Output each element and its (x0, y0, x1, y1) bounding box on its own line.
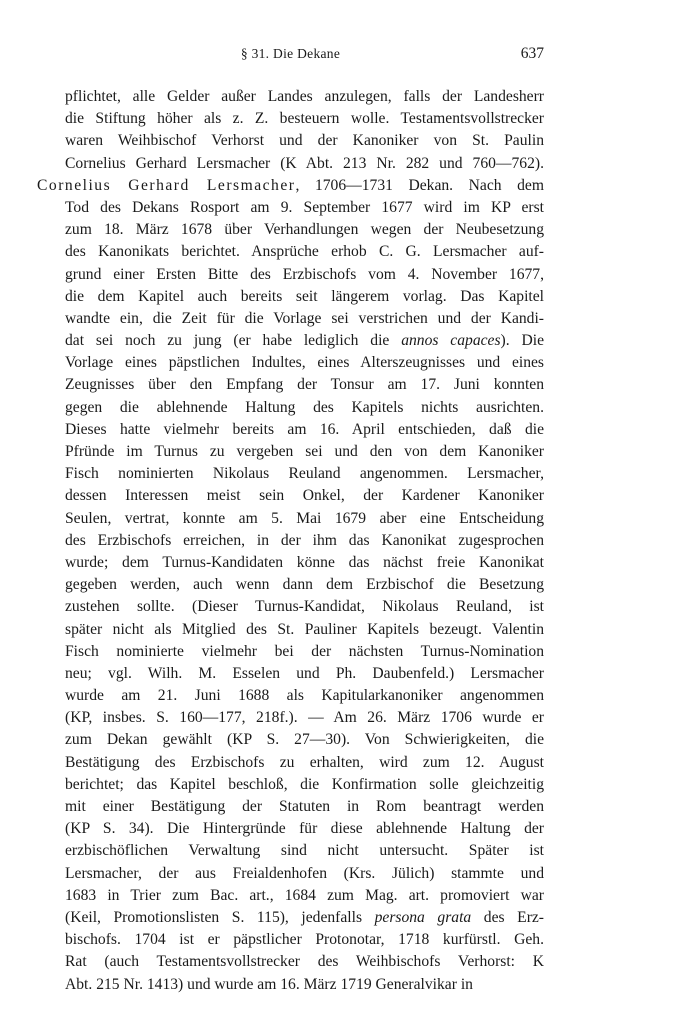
italic-phrase: persona grata (374, 908, 472, 926)
text-line: die dem Kapitel auch bereits seit längerem vorlag. Das Kapitel (65, 287, 544, 305)
text-segment: des Erz- (471, 908, 544, 926)
text-line: erzbischöflichen Verwaltung sind nicht untersucht. Später ist (65, 842, 544, 860)
text-segment: (Keil, Promotionslisten S. 115), jedenfalls (65, 908, 375, 926)
text-line: zum 18. März 1678 über Verhandlungen wegen der Neubesetzung (65, 221, 544, 239)
text-line: des Kanonikats berichtet. Ansprüche erhob C. G. Lersmacher auf- (65, 243, 544, 261)
text-line: Cornelius Gerhard Lersmacher (K Abt. 213 Nr. 282 und 760—762). (65, 154, 544, 172)
text-line: Dieses hatte vielmehr bereits am 16. April entschieden, daß die (65, 420, 544, 438)
text-line: des Erzbischofs erreichen, in der ihm das Kanonikat zugesprochen (65, 531, 544, 549)
text-line: zum Dekan gewählt (KP S. 27—30). Von Schwierigkeiten, die (65, 731, 544, 749)
text-line: Tod des Dekans Rosport am 9. September 1677 wird im KP erst (65, 198, 544, 216)
text-line: Vorlage eines päpstlichen Indultes, eines Alterszeugnisses und eines (65, 354, 544, 372)
text-line: Pfründe im Turnus zu vergeben sei und den von dem Kanoniker (65, 443, 544, 460)
entry-name: Cornelius Gerhard Lersmacher (37, 176, 296, 194)
page-number: 637 (520, 45, 544, 62)
page-header (37, 46, 544, 66)
text-line: mit einer Bestätigung der Statuten in Rom beantragt werden (65, 798, 544, 815)
text-line: neu; vgl. Wilh. M. Esselen und Ph. Daubenfeld.) Lersmacher (65, 664, 544, 682)
text-line: Fisch nominierte vielmehr bei der nächsten Turnus-Nomination (65, 642, 544, 660)
text-line: Fisch nominierten Nikolaus Reuland angenommen. Lersmacher, (65, 465, 544, 483)
text-line: (KP S. 34). Die Hintergründe für diese ablehnende Haltung der (65, 820, 544, 838)
text-line: waren Weihbischof Verhorst und der Kanoniker von St. Paulin (65, 132, 544, 150)
entry-start-line (37, 175, 544, 197)
text-segment: ). Die (500, 332, 544, 350)
text-line: Bestätigung des Erzbischofs zu erhalten, wird zum 12. August (65, 753, 544, 771)
text-segment: dat sei noch zu jung (er habe lediglich die (65, 332, 402, 350)
text-line: Zeugnisses über den Empfang der Tonsur am 17. Juni konnten (65, 376, 544, 394)
text-line: (KP, insbes. S. 160—177, 218f.). — Am 26. März 1706 wurde er (65, 709, 544, 727)
entry-text: , 1706—1731 Dekan. Nach dem (295, 176, 544, 194)
text-line: gegeben werden, auch wenn dann dem Erzbischof die Besetzung (65, 576, 544, 594)
text-line: pflichtet, alle Gelder außer Landes anzulegen, falls der Landesherr (65, 88, 544, 105)
text-line: berichtet; das Kapitel beschloß, die Konfirmation solle gleichzeitig (65, 775, 544, 793)
text-line: Lersmacher, der aus Freialdenhofen (Krs. Jülich) stammte und (65, 864, 544, 882)
text-line: bischofs. 1704 ist er päpstlicher Protonotar, 1718 kurfürstl. Geh. (65, 931, 544, 949)
text-line: wurde; dem Turnus-Kandidaten könne das nächst freie Kanonikat (65, 553, 544, 571)
text-line: 1683 in Trier zum Bac. art., 1684 zum Mag. art. promoviert war (65, 886, 544, 904)
text-line: wandte ein, die Zeit für die Vorlage sei verstrichen und der Kandi- (65, 309, 544, 327)
text-line: zustehen sollte. (Dieser Turnus-Kandidat, Nikolaus Reuland, ist (65, 598, 544, 616)
text-line: gegen die ablehnende Haltung des Kapitels nichts ausrichten. (65, 398, 544, 416)
text-line: dessen Interessen meist sein Onkel, der Kardener Kanoniker (65, 487, 544, 505)
text-line (37, 330, 544, 352)
text-line: grund einer Ersten Bitte des Erzbischofs vom 4. November 1677, (65, 265, 544, 283)
running-head: § 31. Die Dekane (240, 46, 341, 61)
text-line: Rat (auch Testamentsvollstrecker des Weihbischofs Verhorst: K (65, 953, 544, 971)
text-line (37, 907, 544, 929)
body-text (37, 86, 544, 996)
text-line: wurde am 21. Juni 1688 als Kapitularkanoniker angenommen (65, 687, 544, 705)
italic-phrase: annos capaces (401, 332, 501, 350)
text-line: die Stiftung höher als z. Z. besteuern wolle. Testamentsvollstrecker (65, 110, 544, 128)
text-line: Abt. 215 Nr. 1413) und wurde am 16. März 1719 Generalvikar in (65, 975, 473, 993)
text-line: Seulen, vertrat, konnte am 5. Mai 1679 aber eine Entscheidung (65, 509, 544, 527)
text-line: später nicht als Mitglied des St. Pauliner Kapitels bezeugt. Valentin (65, 620, 544, 638)
